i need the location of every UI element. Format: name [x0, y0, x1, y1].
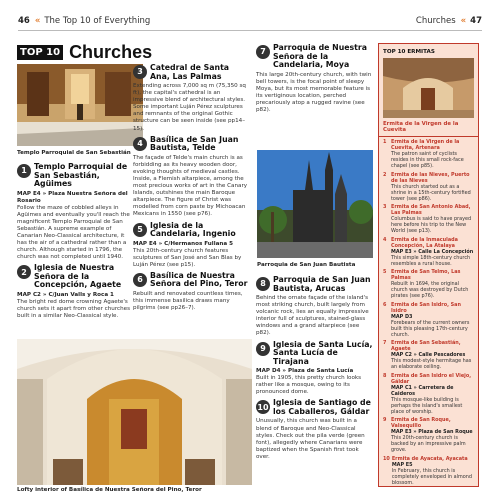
- list-item: [133, 272, 251, 312]
- ermita-body: Forebears of the current owners built this pleasing 17th-century church.: [391, 319, 470, 338]
- number-badge: 8: [256, 277, 270, 291]
- ermitas-list: [379, 137, 478, 490]
- entry-title: Basílica de San Juan Bautista, Telde: [150, 134, 239, 153]
- list-item: [256, 276, 373, 338]
- entry-title: Catedral de Santa Ana, Las Palmas: [150, 63, 230, 81]
- item-number: 6: [383, 301, 387, 308]
- entry-body: Built in 1905, this pretty church looks rather like a mosque, owing to its pronounced dome.: [256, 375, 362, 396]
- left-page-number: 46: [18, 16, 30, 26]
- map-reference: MAP C2 » Calle Pescadores: [391, 352, 466, 358]
- ermita-body: This church started out as a shrine in a 15th-century fortified tower (see p86).: [391, 183, 471, 202]
- list-item: [133, 136, 251, 219]
- list-item: [383, 269, 474, 299]
- entry-title: Iglesia de la Candelaria, Ingenio: [150, 220, 236, 238]
- middle-text-column: [133, 64, 251, 315]
- list-item: [383, 456, 474, 486]
- list-item: [17, 163, 131, 261]
- entry-body: Unusually, this church was built in a blend of Baroque and Neo-Classical styles. Check out the pila verde (green font), allegedly where Canarians were baptized when the Spanish first took over.: [256, 418, 365, 460]
- teror-interior-photo: [17, 339, 252, 485]
- list-item: [383, 172, 474, 202]
- item-number: 9: [383, 417, 387, 423]
- entry-title: Basílica de Nuestra Señora del Pino, Teror: [150, 270, 248, 289]
- item-number: 5: [383, 269, 387, 275]
- right-text-column-bottom: [256, 276, 373, 464]
- list-item: [383, 302, 474, 338]
- entry-title: Parroquia de Nuestra Señora de la Candelaria, Moya: [273, 43, 368, 69]
- number-badge: 1: [17, 164, 31, 178]
- list-item: [383, 204, 474, 234]
- ermita-title: Ermita de la Inmaculada Concepción, La Atalaya: [391, 236, 458, 249]
- ermita-title: Ermita de San Isidro el Viejo, Gáldar: [391, 372, 472, 385]
- ermita-title: Ermita de Ayacata, Ayacata: [391, 455, 468, 462]
- ermita-body: Rebuilt in 1694, the original church was destroyed by Dutch pirates (see p76).: [391, 281, 469, 299]
- ermita-body: This simple 18th-century church resembles a rural house.: [391, 254, 471, 267]
- running-header: [18, 14, 482, 28]
- map-reference: MAP E4 » Plaza Nuestra Señora del Rosario: [17, 190, 128, 204]
- left-text-column: [17, 163, 131, 323]
- ermita-title: Ermita de las Nieves, Puerto de las Nieves: [391, 171, 470, 184]
- ermita-title: Ermita de San Roque, Valsequillo: [391, 417, 451, 429]
- ermitas-sidebar: [378, 43, 479, 487]
- ermita-body: This 20th-century church is backed by an impressive palm grove.: [391, 435, 466, 453]
- aguimes-church-photo: [17, 64, 143, 146]
- ermita-title: Ermita de San Antonio Abad, Las Palmas: [391, 204, 471, 216]
- item-number: 10: [383, 455, 390, 462]
- header-rule: [18, 30, 482, 31]
- left-running-title: The Top 10 of Everything: [44, 16, 151, 26]
- entry-body: Extending across 7,000 sq m (75,350 sq ft), the capital's cathedral is an impressive blend of architectural styles. Some important Luján Pérez sculptures and remnants of the original Gothic structure can be seen inside (see pp14–15).: [133, 83, 246, 132]
- ermita-body: In February, this church is completely enveloped in almond blossom.: [391, 467, 472, 486]
- arucas-church-photo: [257, 150, 373, 258]
- entry-body: This large 20th-century church, with twin bell towers, is the focal point of sleepy Moya, but its most memorable feature is its vertiginous location, perched precariously atop a rugged ravine (see p82).: [256, 71, 372, 113]
- number-badge: 9: [256, 342, 270, 356]
- list-item: [256, 44, 373, 114]
- number-badge: 5: [133, 223, 147, 237]
- map-reference: MAP D3: [391, 313, 413, 320]
- sidebar-heading: TOP 10 ERMITAS: [383, 49, 435, 55]
- entry-body: Rebuilt and renovated countless times, this immense basilica draws many pilgrims (see pp26–7).: [133, 290, 243, 312]
- entry-title: Iglesia de Santiago de los Caballeros, Gáldar: [273, 398, 371, 416]
- list-item: [383, 237, 474, 267]
- ermita-title: Ermita de la Virgen de la Cuevita, Artenara: [391, 139, 460, 151]
- list-item: [256, 341, 373, 397]
- entry-body: Behind the ornate façade of the island's most striking church, built largely from volcanic rock, lies an equally impressive interior full of sculptures, stained-glass windows and a grand altarpiece (see p82).: [256, 295, 369, 337]
- teror-caption: Lofty interior of Basílica de Nuestra Señora del Pino, Teror: [17, 487, 202, 493]
- page-title-bar: [17, 42, 152, 63]
- page-title: Churches: [69, 42, 153, 62]
- ermita-title: Ermita de San Telmo, Las Palmas: [391, 269, 461, 281]
- list-item: [383, 373, 474, 415]
- ermita-body: The patron saint of cyclists resides in this small rock-face chapel (see p85).: [391, 151, 464, 169]
- list-item: [17, 264, 131, 320]
- item-number: 2: [383, 171, 387, 178]
- entry-title: Parroquia de San Juan Bautista, Arucas: [273, 275, 371, 293]
- item-number: 1: [383, 139, 387, 145]
- map-reference: MAP E3 » Calle La Concepción: [391, 248, 474, 255]
- map-reference: MAP E5: [391, 461, 413, 468]
- top10-badge: TOP 10: [17, 45, 63, 60]
- entry-body: This 20th-century church features sculptures of San José and San Blas by Luján Pérez (see p15).: [133, 247, 242, 268]
- arucas-caption: Parroquia de San Juan Bautista: [257, 262, 356, 268]
- item-number: 7: [383, 340, 387, 346]
- list-item: [383, 340, 474, 370]
- ermita-body: This mosque-like building is perhaps the island's smallest place of worship.: [391, 396, 463, 415]
- right-text-column-top: [256, 44, 373, 117]
- chevron-icon: «: [460, 16, 466, 26]
- number-badge: 10: [256, 400, 270, 414]
- ermita-body: This modest-style hermitage has an elaborate ceiling.: [391, 358, 472, 370]
- list-item: [383, 139, 474, 169]
- entry-body: The bright red dome crowning Agaete's church sets it apart from other churches built in a similar Neo-Classical style.: [17, 299, 130, 320]
- cuevita-photo: [383, 58, 474, 118]
- map-reference: MAP D4 » Plaza de Santa Lucía: [256, 368, 354, 375]
- map-reference: MAP C2 » C/Juan Valls y Roca 1: [17, 291, 114, 298]
- ermita-title: Ermita de San Sebastián, Agaete: [391, 340, 461, 352]
- number-badge: 3: [133, 65, 147, 79]
- chevron-icon: «: [34, 16, 40, 26]
- list-item: [383, 417, 474, 453]
- item-number: 4: [383, 236, 387, 243]
- number-badge: 7: [256, 45, 270, 59]
- number-badge: 6: [133, 273, 147, 287]
- aguimes-caption: Templo Parroquial de San Sebastián: [17, 150, 131, 156]
- right-page-number: 47: [470, 16, 482, 26]
- item-number: 8: [383, 372, 387, 379]
- entry-title: Iglesia de Santa Lucía, Santa Lucía de Tirajana: [273, 339, 373, 366]
- list-item: [256, 399, 373, 461]
- entry-body: Follow the maze of cobbled alleys in Agüimes and eventually you'll reach the magnificent Templo Parroquial de San Sebastián. A supreme example of Canarian Neo-Classical architecture, it has the air of a cathedral rather than a church. Although started in 1796, the church was not completed until 1940.: [17, 204, 130, 261]
- ermita-title: Ermita de San Isidro, San Isidro: [391, 301, 461, 314]
- item-number: 3: [383, 204, 387, 210]
- entry-title: Templo Parroquial de San Sebastián, Agüimes: [34, 162, 128, 188]
- ermita-body: Columbus is said to have prayed here before his trip to the New World (see p13).: [391, 216, 472, 234]
- entry-body: The façade of Telde's main church is as forbidding as its heavy wooden door, evoking thoughts of medieval castles. Inside, a Flemish altarpiece, among the most precious works of art in the Canary Islands, outshines the main Baroque altarpiece. The figure of Christ was modelled from corn paste by Michoacan Mexicans in 1550 (see p76).: [133, 154, 248, 218]
- list-item: [133, 64, 251, 133]
- number-badge: 2: [17, 265, 31, 279]
- cuevita-caption: Ermita de la Virgen de la Cuevita: [379, 118, 478, 137]
- map-reference: MAP E3 » Plaza de San Roque: [391, 429, 473, 435]
- right-running-title: Churches: [415, 16, 456, 26]
- map-reference: MAP E4 » C/Hermanos Fullana 5: [133, 240, 233, 247]
- list-item: [133, 222, 251, 269]
- entry-title: Iglesia de Nuestra Señora de la Concepción, Agaete: [34, 263, 122, 290]
- number-badge: 4: [133, 137, 147, 151]
- map-reference: MAP C1 » Carretera de Caideros: [391, 384, 454, 397]
